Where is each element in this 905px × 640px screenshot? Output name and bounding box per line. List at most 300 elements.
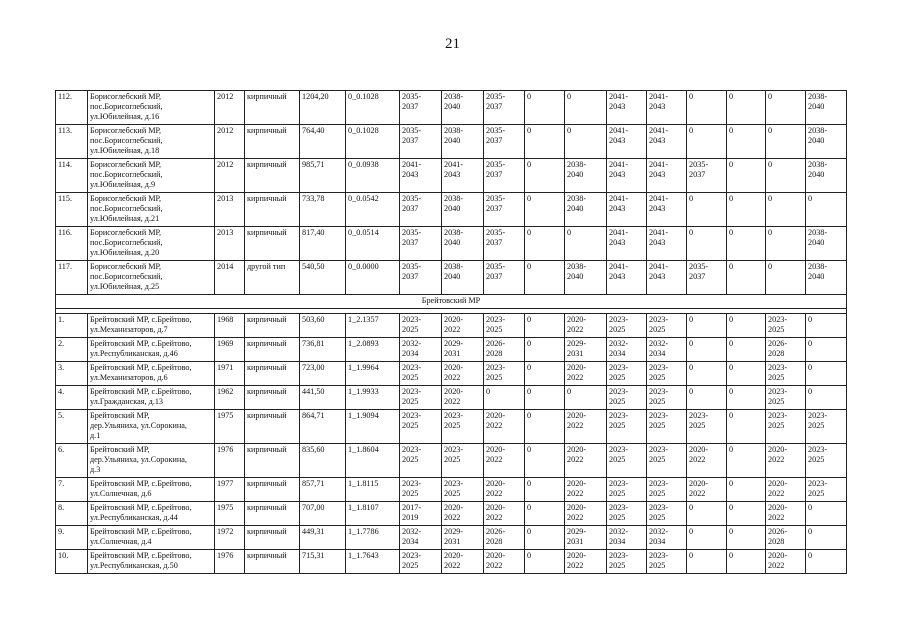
address-line: ул.Механизаторов, д.6 bbox=[90, 373, 168, 382]
table-row bbox=[56, 125, 847, 159]
period-col-10: 0 bbox=[766, 193, 806, 227]
period-col-2: 2029- 2031 bbox=[442, 338, 484, 362]
period-col-8: 0 bbox=[687, 125, 727, 159]
period-col-4: 0 bbox=[525, 338, 565, 362]
address-cell bbox=[88, 261, 215, 295]
build-year: 2014 bbox=[215, 261, 245, 295]
period-col-11: 2038- 2040 bbox=[806, 91, 847, 125]
period-col-1: 2023- 2025 bbox=[400, 362, 442, 386]
wall-material: кирпичный bbox=[245, 502, 300, 526]
total-area: 817,40 bbox=[300, 227, 346, 261]
period-col-8: 0 bbox=[687, 193, 727, 227]
period-col-2: 2020- 2022 bbox=[442, 550, 484, 574]
address-cell bbox=[88, 410, 215, 444]
period-col-9: 0 bbox=[727, 338, 766, 362]
period-col-10: 0 bbox=[766, 159, 806, 193]
period-col-3: 2023- 2025 bbox=[484, 362, 525, 386]
total-area: 857,71 bbox=[300, 478, 346, 502]
period-col-3: 2035- 2037 bbox=[484, 91, 525, 125]
period-col-2: 2023- 2025 bbox=[442, 444, 484, 478]
period-col-8: 0 bbox=[687, 550, 727, 574]
table-row bbox=[56, 159, 847, 193]
total-area: 1204,20 bbox=[300, 91, 346, 125]
row-number: 3. bbox=[56, 362, 88, 386]
address-line: д.1 bbox=[90, 431, 101, 440]
period-col-8: 0 bbox=[687, 526, 727, 550]
build-year: 2012 bbox=[215, 125, 245, 159]
address-cell bbox=[88, 227, 215, 261]
period-col-1: 2023- 2025 bbox=[400, 386, 442, 410]
row-number: 116. bbox=[56, 227, 88, 261]
address-cell bbox=[88, 193, 215, 227]
period-col-9: 0 bbox=[727, 261, 766, 295]
period-col-8: 0 bbox=[687, 502, 727, 526]
period-col-10: 2023- 2025 bbox=[766, 314, 806, 338]
total-area: 723,00 bbox=[300, 362, 346, 386]
period-col-4: 0 bbox=[525, 550, 565, 574]
period-col-2: 2020- 2022 bbox=[442, 386, 484, 410]
total-area: 540,50 bbox=[300, 261, 346, 295]
period-col-2: 2041- 2043 bbox=[442, 159, 484, 193]
period-col-3: 2035- 2037 bbox=[484, 227, 525, 261]
table-row bbox=[56, 386, 847, 410]
address-line: Брейтовский МР, с.Брейтово, bbox=[90, 527, 192, 536]
period-col-8: 0 bbox=[687, 227, 727, 261]
period-col-10: 0 bbox=[766, 125, 806, 159]
row-number: 10. bbox=[56, 550, 88, 574]
row-number: 4. bbox=[56, 386, 88, 410]
address-line: Борисоглебский МР, bbox=[90, 262, 162, 271]
period-col-3: 2026- 2028 bbox=[484, 526, 525, 550]
priority-code: 1_1.7786 bbox=[346, 526, 400, 550]
period-col-5: 2020- 2022 bbox=[565, 550, 607, 574]
period-col-7: 2041- 2043 bbox=[647, 91, 687, 125]
period-col-8: 0 bbox=[687, 362, 727, 386]
period-col-4: 0 bbox=[525, 125, 565, 159]
address-cell bbox=[88, 526, 215, 550]
period-col-3: 2020- 2022 bbox=[484, 444, 525, 478]
period-col-3: 2035- 2037 bbox=[484, 159, 525, 193]
period-col-11: 2038- 2040 bbox=[806, 125, 847, 159]
priority-code: 1_1.9933 bbox=[346, 386, 400, 410]
period-col-4: 0 bbox=[525, 362, 565, 386]
period-col-6: 2023- 2025 bbox=[607, 386, 647, 410]
period-col-3: 2020- 2022 bbox=[484, 502, 525, 526]
address-line: ул.Юбилейная, д.20 bbox=[90, 248, 160, 257]
total-area: 715,31 bbox=[300, 550, 346, 574]
period-col-6: 2023- 2025 bbox=[607, 550, 647, 574]
period-col-4: 0 bbox=[525, 386, 565, 410]
priority-code: 1_1.9094 bbox=[346, 410, 400, 444]
period-col-7: 2023- 2025 bbox=[647, 550, 687, 574]
period-col-4: 0 bbox=[525, 159, 565, 193]
table-row bbox=[56, 91, 847, 125]
period-col-2: 2029- 2031 bbox=[442, 526, 484, 550]
address-cell bbox=[88, 125, 215, 159]
period-col-11: 0 bbox=[806, 338, 847, 362]
period-col-1: 2023- 2025 bbox=[400, 444, 442, 478]
period-col-1: 2023- 2025 bbox=[400, 478, 442, 502]
period-col-9: 0 bbox=[727, 91, 766, 125]
period-col-11: 2023- 2025 bbox=[806, 444, 847, 478]
period-col-4: 0 bbox=[525, 526, 565, 550]
period-col-11: 0 bbox=[806, 502, 847, 526]
period-col-6: 2041- 2043 bbox=[607, 261, 647, 295]
total-area: 764,40 bbox=[300, 125, 346, 159]
total-area: 733,78 bbox=[300, 193, 346, 227]
row-number: 117. bbox=[56, 261, 88, 295]
period-col-8: 2020- 2022 bbox=[687, 444, 727, 478]
priority-code: 0_0.0542 bbox=[346, 193, 400, 227]
wall-material: кирпичный bbox=[245, 227, 300, 261]
period-col-9: 0 bbox=[727, 478, 766, 502]
priority-code: 1_2.1357 bbox=[346, 314, 400, 338]
period-col-5: 0 bbox=[565, 91, 607, 125]
table-row bbox=[56, 502, 847, 526]
period-col-7: 2023- 2025 bbox=[647, 410, 687, 444]
wall-material: кирпичный bbox=[245, 125, 300, 159]
period-col-1: 2032- 2034 bbox=[400, 526, 442, 550]
priority-code: 1_2.0893 bbox=[346, 338, 400, 362]
address-cell bbox=[88, 386, 215, 410]
section-header-row bbox=[56, 295, 847, 309]
build-year: 1976 bbox=[215, 444, 245, 478]
address-line: Брейтовский МР, с.Брейтово, bbox=[90, 363, 192, 372]
table-row bbox=[56, 410, 847, 444]
wall-material: кирпичный bbox=[245, 91, 300, 125]
period-col-3: 2026- 2028 bbox=[484, 338, 525, 362]
build-year: 1976 bbox=[215, 550, 245, 574]
address-line: Брейтовский МР, с.Брейтово, bbox=[90, 339, 192, 348]
period-col-9: 0 bbox=[727, 550, 766, 574]
period-col-3: 0 bbox=[484, 386, 525, 410]
priority-code: 1_1.8115 bbox=[346, 478, 400, 502]
total-area: 835,60 bbox=[300, 444, 346, 478]
row-number: 115. bbox=[56, 193, 88, 227]
period-col-9: 0 bbox=[727, 159, 766, 193]
period-col-6: 2041- 2043 bbox=[607, 91, 647, 125]
wall-material: кирпичный bbox=[245, 362, 300, 386]
period-col-4: 0 bbox=[525, 478, 565, 502]
build-year: 1962 bbox=[215, 386, 245, 410]
address-line: Брейтовский МР, bbox=[90, 445, 150, 454]
priority-code: 0_0.0000 bbox=[346, 261, 400, 295]
priority-code: 1_1.8107 bbox=[346, 502, 400, 526]
period-col-1: 2017- 2019 bbox=[400, 502, 442, 526]
total-area: 449,31 bbox=[300, 526, 346, 550]
period-col-6: 2041- 2043 bbox=[607, 159, 647, 193]
period-col-10: 2020- 2022 bbox=[766, 478, 806, 502]
period-col-11: 0 bbox=[806, 386, 847, 410]
address-line: Брейтовский МР, bbox=[90, 411, 150, 420]
period-col-1: 2023- 2025 bbox=[400, 550, 442, 574]
row-number: 7. bbox=[56, 478, 88, 502]
priority-code: 1_1.7643 bbox=[346, 550, 400, 574]
period-col-10: 2026- 2028 bbox=[766, 338, 806, 362]
address-line: Борисоглебский МР, bbox=[90, 92, 162, 101]
table-row bbox=[56, 526, 847, 550]
period-col-9: 0 bbox=[727, 125, 766, 159]
address-cell bbox=[88, 159, 215, 193]
address-line: пос.Борисоглебский, bbox=[90, 238, 163, 247]
wall-material: кирпичный bbox=[245, 314, 300, 338]
priority-code: 1_1.8604 bbox=[346, 444, 400, 478]
period-col-5: 2020- 2022 bbox=[565, 314, 607, 338]
table-row bbox=[56, 338, 847, 362]
period-col-8: 0 bbox=[687, 338, 727, 362]
period-col-5: 2020- 2022 bbox=[565, 410, 607, 444]
address-line: ул.Юбилейная, д.21 bbox=[90, 214, 160, 223]
period-col-11: 2038- 2040 bbox=[806, 227, 847, 261]
period-col-5: 2038- 2040 bbox=[565, 193, 607, 227]
priority-code: 0_0.1028 bbox=[346, 91, 400, 125]
period-col-11: 2023- 2025 bbox=[806, 410, 847, 444]
period-col-5: 2020- 2022 bbox=[565, 362, 607, 386]
period-col-10: 2023- 2025 bbox=[766, 410, 806, 444]
wall-material: кирпичный bbox=[245, 338, 300, 362]
period-col-11: 0 bbox=[806, 362, 847, 386]
period-col-11: 0 bbox=[806, 314, 847, 338]
period-col-3: 2023- 2025 bbox=[484, 314, 525, 338]
period-col-10: 0 bbox=[766, 227, 806, 261]
period-col-7: 2023- 2025 bbox=[647, 478, 687, 502]
period-col-4: 0 bbox=[525, 261, 565, 295]
period-col-10: 2020- 2022 bbox=[766, 444, 806, 478]
row-number: 112. bbox=[56, 91, 88, 125]
address-line: ул.Солнечная, д.6 bbox=[90, 489, 152, 498]
period-col-6: 2023- 2025 bbox=[607, 410, 647, 444]
address-cell bbox=[88, 444, 215, 478]
housing-repair-schedule-table bbox=[55, 90, 847, 574]
address-line: ул.Гражданская, д.13 bbox=[90, 397, 164, 406]
wall-material: кирпичный bbox=[245, 444, 300, 478]
wall-material: другой тип bbox=[245, 261, 300, 295]
address-cell bbox=[88, 91, 215, 125]
address-line: пос.Борисоглебский, bbox=[90, 204, 163, 213]
period-col-4: 0 bbox=[525, 227, 565, 261]
address-line: ул.Республиканская, д.46 bbox=[90, 349, 178, 358]
build-year: 1975 bbox=[215, 410, 245, 444]
period-col-9: 0 bbox=[727, 227, 766, 261]
address-cell bbox=[88, 338, 215, 362]
period-col-1: 2023- 2025 bbox=[400, 314, 442, 338]
period-col-10: 0 bbox=[766, 261, 806, 295]
period-col-4: 0 bbox=[525, 91, 565, 125]
address-line: ул.Юбилейная, д.25 bbox=[90, 282, 160, 291]
period-col-5: 2029- 2031 bbox=[565, 338, 607, 362]
address-line: Борисоглебский МР, bbox=[90, 126, 162, 135]
build-year: 1977 bbox=[215, 478, 245, 502]
address-line: Брейтовский МР, с.Брейтово, bbox=[90, 479, 192, 488]
period-col-11: 0 bbox=[806, 550, 847, 574]
wall-material: кирпичный bbox=[245, 526, 300, 550]
period-col-1: 2041- 2043 bbox=[400, 159, 442, 193]
address-line: ул.Юбилейная, д.16 bbox=[90, 112, 160, 121]
period-col-7: 2023- 2025 bbox=[647, 314, 687, 338]
address-line: пос.Борисоглебский, bbox=[90, 136, 163, 145]
period-col-11: 0 bbox=[806, 526, 847, 550]
period-col-6: 2023- 2025 bbox=[607, 478, 647, 502]
period-col-4: 0 bbox=[525, 410, 565, 444]
period-col-4: 0 bbox=[525, 444, 565, 478]
period-col-9: 0 bbox=[727, 362, 766, 386]
address-line: дер.Ульяниха, ул.Сорокина, bbox=[90, 455, 187, 464]
address-line: Брейтовский МР, с.Брейтово, bbox=[90, 387, 192, 396]
table-body bbox=[56, 91, 847, 574]
address-cell bbox=[88, 314, 215, 338]
period-col-6: 2032- 2034 bbox=[607, 526, 647, 550]
period-col-7: 2041- 2043 bbox=[647, 261, 687, 295]
table-row bbox=[56, 193, 847, 227]
period-col-5: 0 bbox=[565, 125, 607, 159]
period-col-6: 2041- 2043 bbox=[607, 125, 647, 159]
address-line: ул.Республиканская, д.50 bbox=[90, 561, 178, 570]
row-number: 6. bbox=[56, 444, 88, 478]
period-col-8: 2023- 2025 bbox=[687, 410, 727, 444]
period-col-5: 2020- 2022 bbox=[565, 478, 607, 502]
period-col-1: 2035- 2037 bbox=[400, 193, 442, 227]
priority-code: 1_1.9964 bbox=[346, 362, 400, 386]
period-col-10: 2020- 2022 bbox=[766, 550, 806, 574]
row-number: 8. bbox=[56, 502, 88, 526]
address-line: ул.Юбилейная, д.18 bbox=[90, 146, 160, 155]
row-number: 114. bbox=[56, 159, 88, 193]
period-col-6: 2023- 2025 bbox=[607, 314, 647, 338]
address-line: Брейтовский МР, с.Брейтово, bbox=[90, 503, 192, 512]
table-row bbox=[56, 314, 847, 338]
period-col-3: 2035- 2037 bbox=[484, 125, 525, 159]
row-number: 113. bbox=[56, 125, 88, 159]
period-col-11: 2023- 2025 bbox=[806, 478, 847, 502]
period-col-7: 2041- 2043 bbox=[647, 227, 687, 261]
period-col-11: 2038- 2040 bbox=[806, 261, 847, 295]
period-col-5: 2038- 2040 bbox=[565, 261, 607, 295]
address-line: Борисоглебский МР, bbox=[90, 160, 162, 169]
table-row bbox=[56, 478, 847, 502]
wall-material: кирпичный bbox=[245, 410, 300, 444]
period-col-8: 2020- 2022 bbox=[687, 478, 727, 502]
wall-material: кирпичный bbox=[245, 159, 300, 193]
period-col-5: 2029- 2031 bbox=[565, 526, 607, 550]
period-col-11: 2038- 2040 bbox=[806, 159, 847, 193]
total-area: 736,81 bbox=[300, 338, 346, 362]
row-number: 1. bbox=[56, 314, 88, 338]
period-col-2: 2023- 2025 bbox=[442, 478, 484, 502]
build-year: 1971 bbox=[215, 362, 245, 386]
period-col-4: 0 bbox=[525, 193, 565, 227]
build-year: 2013 bbox=[215, 227, 245, 261]
total-area: 441,50 bbox=[300, 386, 346, 410]
period-col-6: 2041- 2043 bbox=[607, 227, 647, 261]
housing-table-wrapper bbox=[55, 90, 846, 574]
period-col-5: 2020- 2022 bbox=[565, 502, 607, 526]
priority-code: 0_0.0938 bbox=[346, 159, 400, 193]
period-col-4: 0 bbox=[525, 314, 565, 338]
period-col-6: 2023- 2025 bbox=[607, 362, 647, 386]
period-col-5: 2038- 2040 bbox=[565, 159, 607, 193]
period-col-5: 2020- 2022 bbox=[565, 444, 607, 478]
address-line: Брейтовский МР, с.Брейтово, bbox=[90, 315, 192, 324]
build-year: 1969 bbox=[215, 338, 245, 362]
table-row bbox=[56, 444, 847, 478]
total-area: 985,71 bbox=[300, 159, 346, 193]
period-col-6: 2023- 2025 bbox=[607, 502, 647, 526]
build-year: 2012 bbox=[215, 91, 245, 125]
period-col-10: 2020- 2022 bbox=[766, 502, 806, 526]
period-col-2: 2038- 2040 bbox=[442, 261, 484, 295]
period-col-7: 2023- 2025 bbox=[647, 444, 687, 478]
period-col-5: 0 bbox=[565, 227, 607, 261]
total-area: 503,60 bbox=[300, 314, 346, 338]
period-col-8: 2035- 2037 bbox=[687, 261, 727, 295]
period-col-3: 2035- 2037 bbox=[484, 193, 525, 227]
address-cell bbox=[88, 478, 215, 502]
period-col-4: 0 bbox=[525, 502, 565, 526]
period-col-2: 2038- 2040 bbox=[442, 125, 484, 159]
priority-code: 0_0.0514 bbox=[346, 227, 400, 261]
address-line: пос.Борисоглебский, bbox=[90, 170, 163, 179]
address-line: Брейтовский МР, с.Брейтово, bbox=[90, 551, 192, 560]
period-col-2: 2020- 2022 bbox=[442, 314, 484, 338]
total-area: 707,00 bbox=[300, 502, 346, 526]
wall-material: кирпичный bbox=[245, 193, 300, 227]
period-col-6: 2023- 2025 bbox=[607, 444, 647, 478]
address-line: пос.Борисоглебский, bbox=[90, 272, 163, 281]
build-year: 1975 bbox=[215, 502, 245, 526]
period-col-3: 2035- 2037 bbox=[484, 261, 525, 295]
period-col-6: 2041- 2043 bbox=[607, 193, 647, 227]
address-cell bbox=[88, 502, 215, 526]
build-year: 2012 bbox=[215, 159, 245, 193]
period-col-1: 2035- 2037 bbox=[400, 261, 442, 295]
period-col-2: 2023- 2025 bbox=[442, 410, 484, 444]
period-col-9: 0 bbox=[727, 444, 766, 478]
address-cell bbox=[88, 362, 215, 386]
period-col-2: 2020- 2022 bbox=[442, 362, 484, 386]
period-col-2: 2038- 2040 bbox=[442, 193, 484, 227]
address-line: дер.Ульяниха, ул.Сорокина, bbox=[90, 421, 187, 430]
period-col-8: 0 bbox=[687, 91, 727, 125]
period-col-10: 2026- 2028 bbox=[766, 526, 806, 550]
period-col-2: 2038- 2040 bbox=[442, 91, 484, 125]
period-col-7: 2032- 2034 bbox=[647, 338, 687, 362]
period-col-9: 0 bbox=[727, 526, 766, 550]
period-col-7: 2041- 2043 bbox=[647, 125, 687, 159]
period-col-8: 0 bbox=[687, 386, 727, 410]
wall-material: кирпичный bbox=[245, 550, 300, 574]
wall-material: кирпичный bbox=[245, 478, 300, 502]
wall-material: кирпичный bbox=[245, 386, 300, 410]
period-col-7: 2023- 2025 bbox=[647, 386, 687, 410]
address-line: ул.Республиканская, д.44 bbox=[90, 513, 178, 522]
address-line: ул.Юбилейная, д.9 bbox=[90, 180, 156, 189]
period-col-7: 2041- 2043 bbox=[647, 159, 687, 193]
address-line: Борисоглебский МР, bbox=[90, 194, 162, 203]
period-col-11: 0 bbox=[806, 193, 847, 227]
period-col-3: 2020- 2022 bbox=[484, 410, 525, 444]
table-row bbox=[56, 550, 847, 574]
period-col-1: 2023- 2025 bbox=[400, 410, 442, 444]
period-col-5: 0 bbox=[565, 386, 607, 410]
build-year: 1968 bbox=[215, 314, 245, 338]
period-col-8: 0 bbox=[687, 314, 727, 338]
period-col-9: 0 bbox=[727, 410, 766, 444]
build-year: 1972 bbox=[215, 526, 245, 550]
period-col-1: 2035- 2037 bbox=[400, 227, 442, 261]
period-col-3: 2020- 2022 bbox=[484, 550, 525, 574]
period-col-9: 0 bbox=[727, 386, 766, 410]
period-col-7: 2023- 2025 bbox=[647, 362, 687, 386]
